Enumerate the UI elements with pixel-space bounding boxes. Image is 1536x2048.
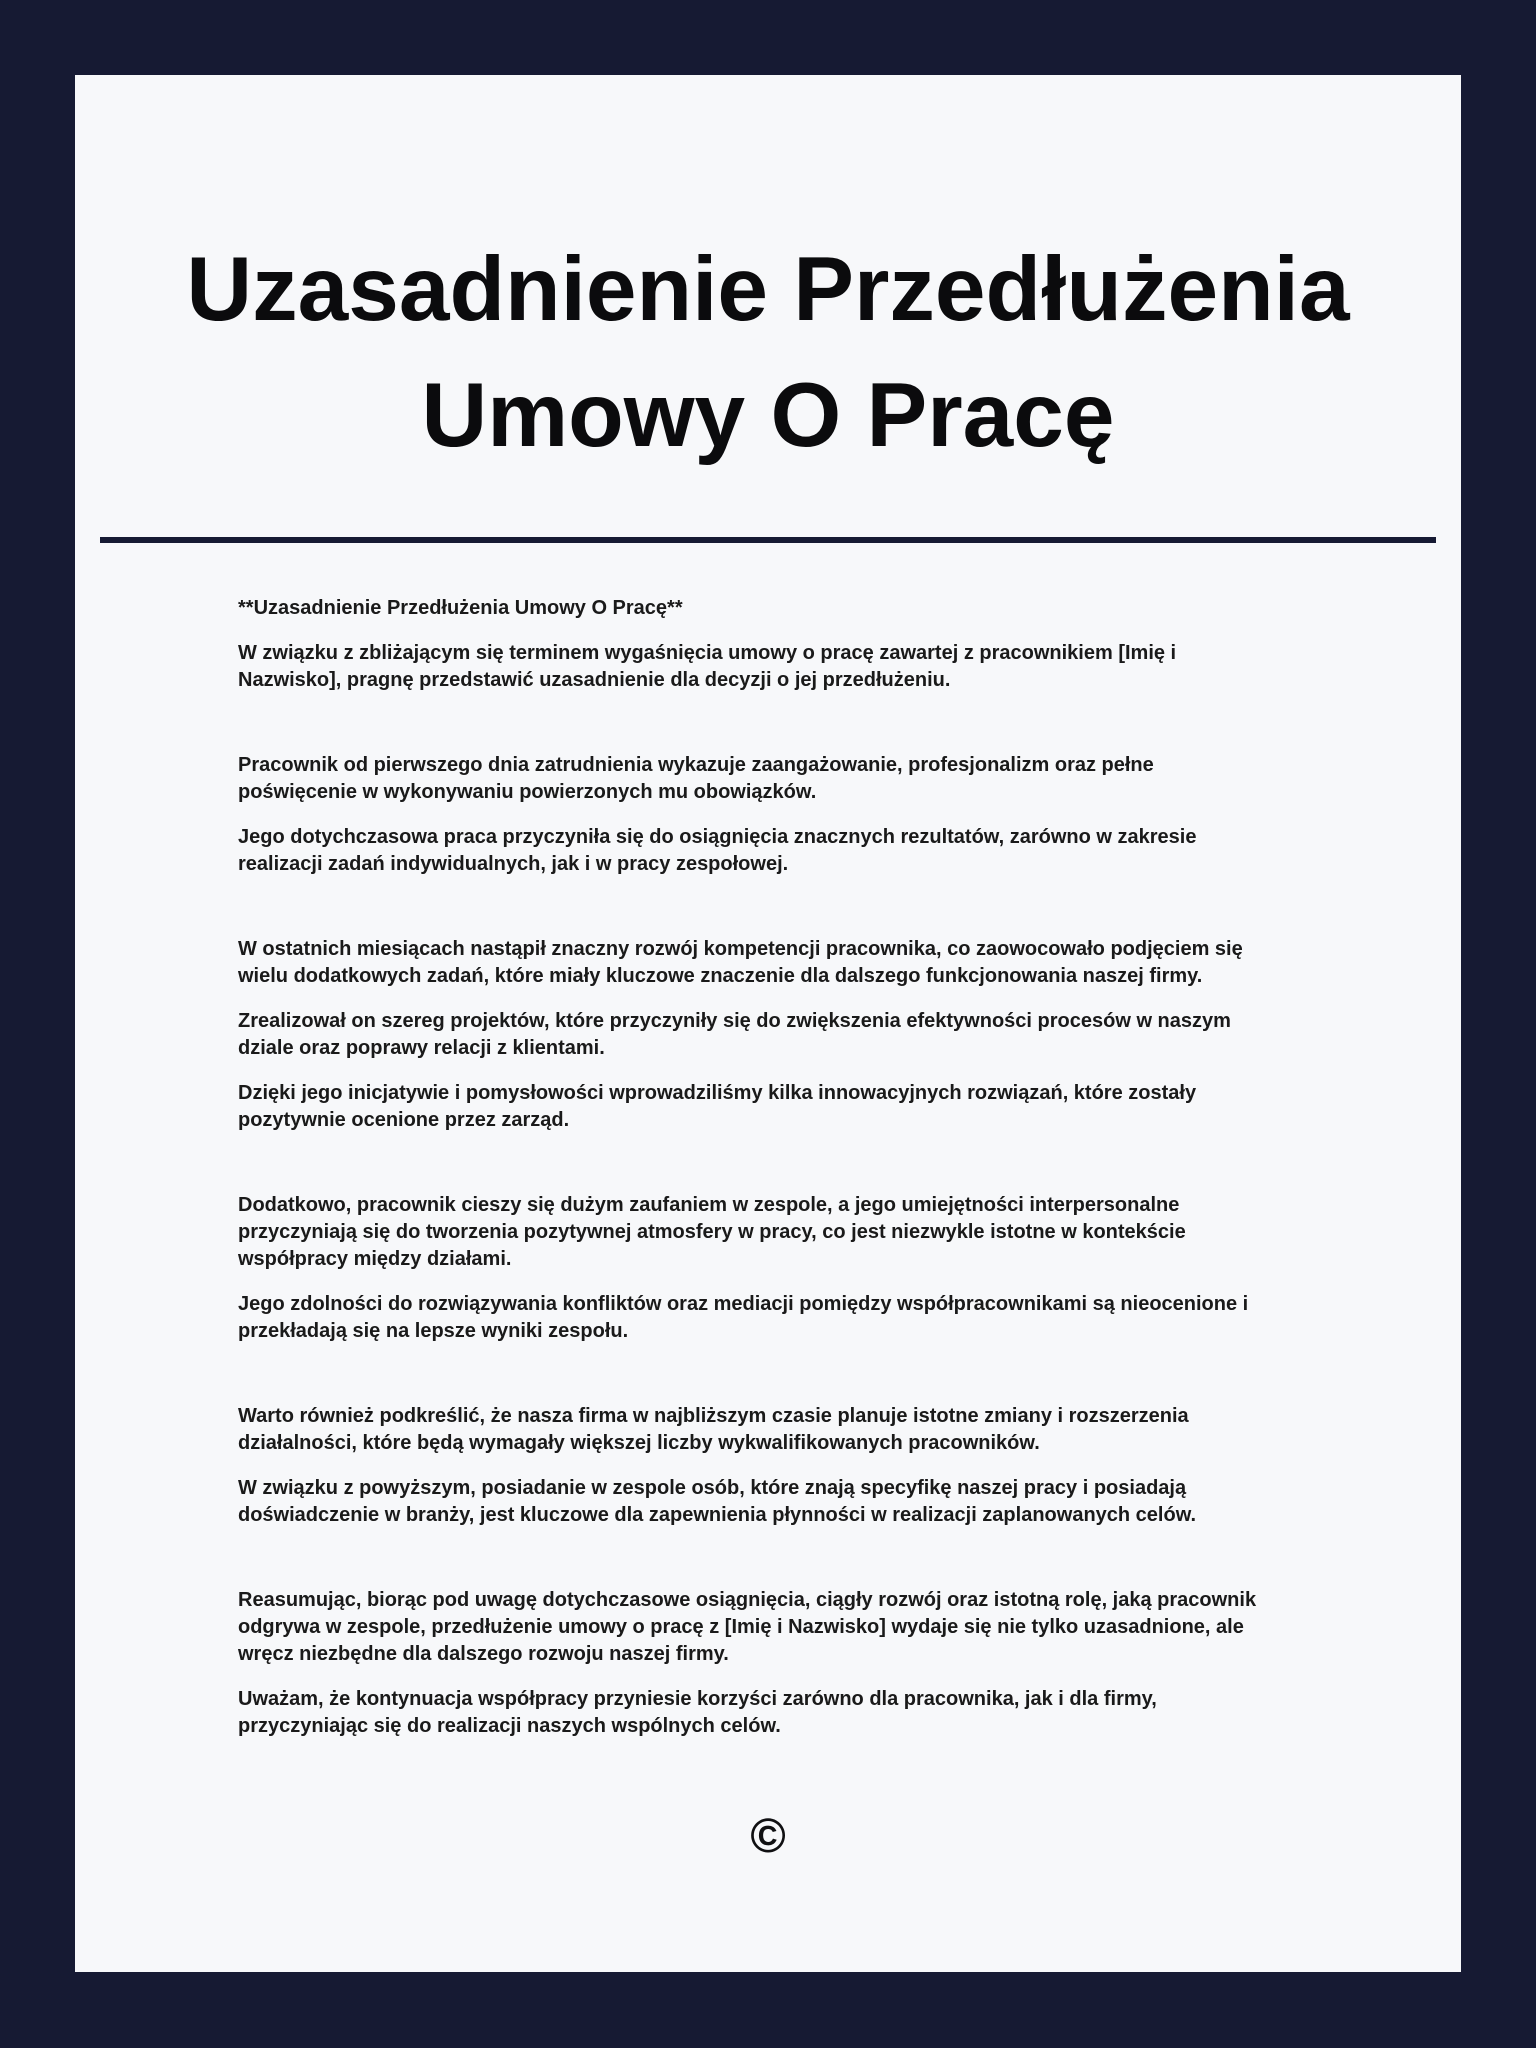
paragraph: Uważam, że kontynuacja współpracy przyniesie korzyści zarówno dla pracownika, jak i dla firmy, przyczyniając się do realizacji naszych wspólnych celów.: [238, 1688, 1157, 1737]
paragraph: Pracownik od pierwszego dnia zatrudnienia wykazuje zaangażowanie, profesjonalizm oraz pełne poświęcenie w wykonywaniu powierzonych mu obowiązków.: [238, 754, 1154, 803]
copyright-icon: ©: [750, 1810, 786, 1863]
paragraph: W ostatnich miesiącach nastąpił znaczny rozwój kompetencji pracownika, co zaowocowało podjęciem się wielu dodatkowych zadań, które miały kluczowe znaczenie dla dalszego funkcjonowania naszej firmy.: [238, 938, 1243, 987]
document-page: [75, 75, 1461, 1972]
title-divider: [100, 537, 1436, 543]
paragraph: **Uzasadnienie Przedłużenia Umowy O Pracę**: [238, 597, 683, 619]
paragraph: Reasumując, biorąc pod uwagę dotychczasowe osiągnięcia, ciągły rozwój oraz istotną rolę, jaką pracownik odgrywa w zespole, przedłużenie umowy o pracę z [Imię i Nazwisko] wydaje się nie tylko uzasadnione, ale wręcz niezbędne dla dalszego rozwoju naszej firmy.: [238, 1589, 1257, 1665]
paragraph: Dzięki jego inicjatywie i pomysłowości wprowadziliśmy kilka innowacyjnych rozwiązań, które zostały pozytywnie ocenione przez zarząd.: [238, 1082, 1197, 1131]
paragraph: Jego zdolności do rozwiązywania konfliktów oraz mediacji pomiędzy współpracownikami są nieocenione i przekładają się na lepsze wyniki zespołu.: [238, 1293, 1249, 1342]
paragraph: W związku z powyższym, posiadanie w zespole osób, które znają specyfikę naszej pracy i posiadają doświadczenie w branży, jest kluczowe dla zapewnienia płynności w realizacji zaplanowanych celów.: [238, 1477, 1197, 1526]
document-body: [238, 595, 1278, 1740]
page-title: Uzasadnienie Przedłużenia Umowy O Pracę: [186, 239, 1350, 466]
paragraph: Zrealizował on szereg projektów, które przyczyniły się do zwiększenia efektywności procesów w naszym dziale oraz poprawy relacji z klientami.: [238, 1010, 1231, 1059]
paragraph: W związku z zbliżającym się terminem wygaśnięcia umowy o pracę zawartej z pracownikiem [Imię i Nazwisko], pragnę przedstawić uzasadnienie dla decyzji o jej przedłużeniu.: [238, 642, 1177, 691]
paragraph: Dodatkowo, pracownik cieszy się dużym zaufaniem w zespole, a jego umiejętności interpersonalne przyczyniają się do tworzenia pozytywnej atmosfery w pracy, co jest niezwykle istotne w kontekście współpracy między działami.: [238, 1194, 1186, 1270]
document-footer: [75, 1812, 1461, 1862]
paragraph: Warto również podkreślić, że nasza firma w najbliższym czasie planuje istotne zmiany i rozszerzenia działalności, które będą wymagały większej liczby wykwalifikowanych pracowników.: [238, 1405, 1189, 1454]
paragraph: Jego dotychczasowa praca przyczyniła się do osiągnięcia znacznych rezultatów, zarówno w zakresie realizacji zadań indywidualnych, jak i w pracy zespołowej.: [238, 826, 1197, 875]
